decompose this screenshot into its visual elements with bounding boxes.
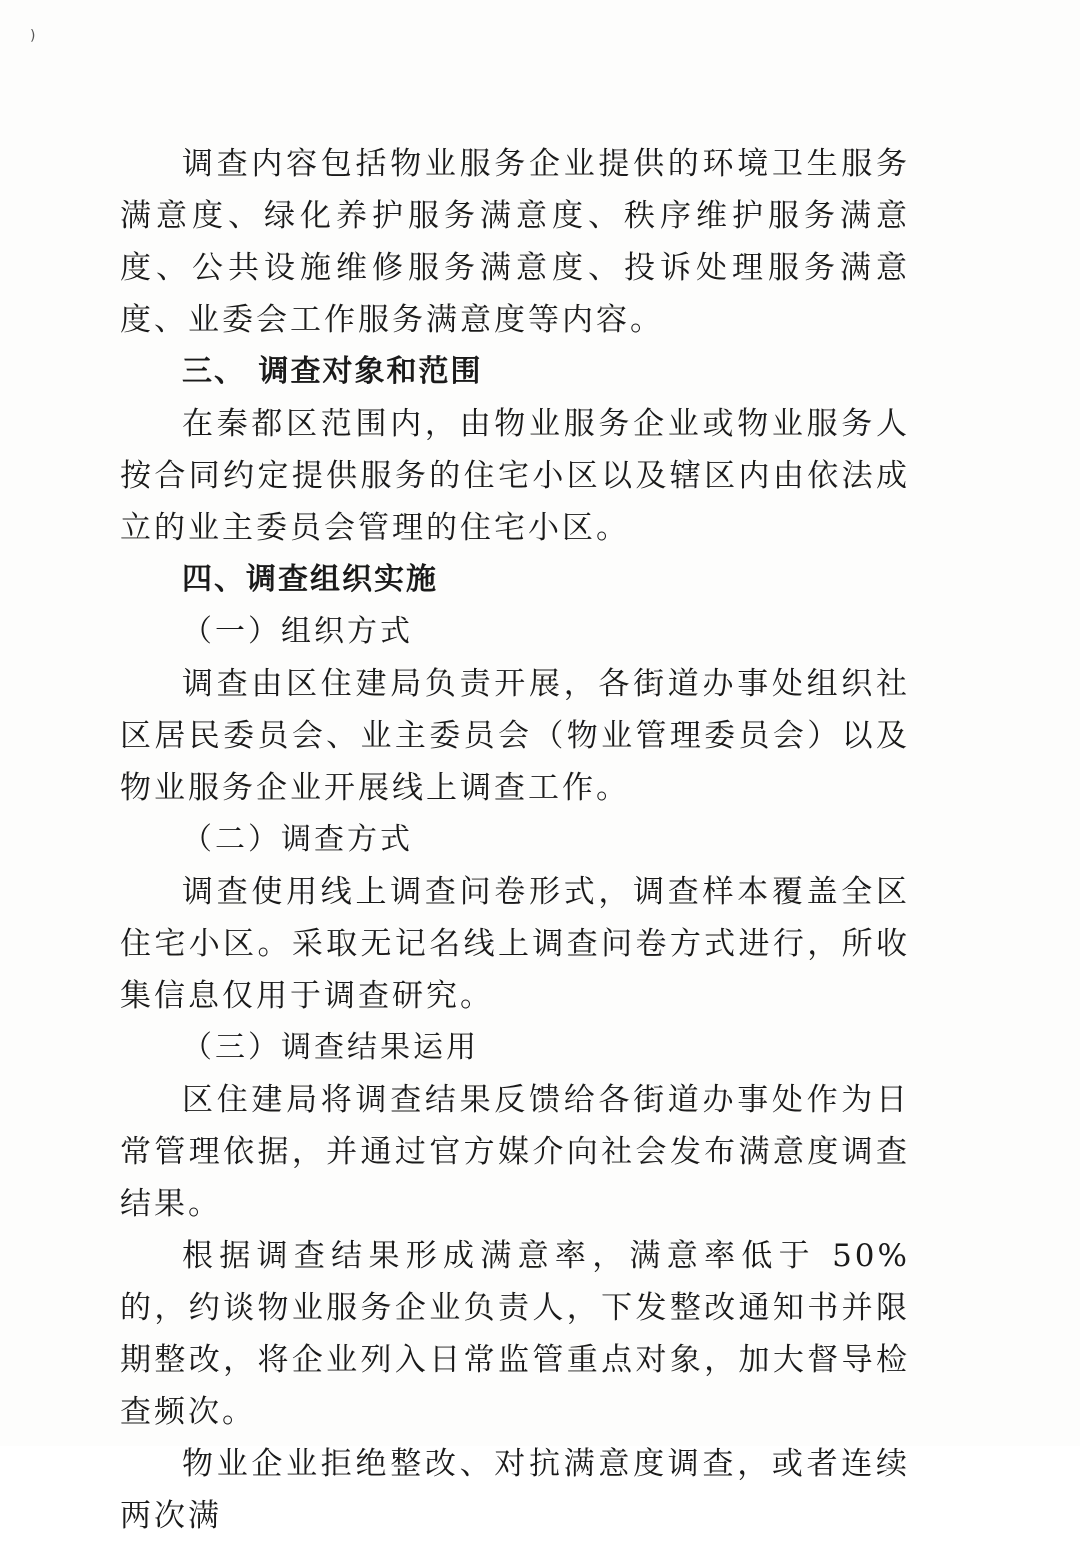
paragraph-organization: 调查由区住建局负责开展，各街道办事处组织社区居民委员会、业主委员会（物业管理委员会）以及物业服务企业开展线上调查工作。 bbox=[120, 666, 910, 806]
paragraph-survey-scope: 在秦都区范围内，由物业服务企业或物业服务人按合同约定提供服务的住宅小区以及辖区内由依法成立的业主委员会管理的住宅小区。 bbox=[120, 406, 910, 546]
section-heading-implementation: 四、调查组织实施 bbox=[182, 562, 438, 597]
paragraph-method: 调查使用线上调查问卷形式，调查样本覆盖全区住宅小区。采取无记名线上调查问卷方式进行，所收集信息仅用于调查研究。 bbox=[120, 874, 910, 1014]
paragraph-survey-content: 调查内容包括物业服务企业提供的环境卫生服务满意度、绿化养护服务满意度、秩序维护服务满意度、公共设施维修服务满意度、投诉处理服务满意度、业委会工作服务满意度等内容。 bbox=[120, 146, 910, 338]
scan-edge-mark: ) bbox=[30, 28, 36, 44]
paragraph-results-feedback: 区住建局将调查结果反馈给各街道办事处作为日常管理依据，并通过官方媒介向社会发布满意度调查结果。 bbox=[120, 1082, 910, 1222]
subheading-method: （二）调查方式 bbox=[182, 822, 413, 857]
subheading-organization: （一）组织方式 bbox=[182, 614, 413, 649]
document-body bbox=[120, 138, 910, 1542]
paragraph-satisfaction-rate: 根据调查结果形成满意率，满意率低于 50%的，约谈物业服务企业负责人，下发整改通知书并限期整改，将企业列入日常监管重点对象，加大督导检查频次。 bbox=[120, 1238, 910, 1430]
subheading-results-usage: （三）调查结果运用 bbox=[182, 1030, 479, 1065]
section-heading-scope: 三、 调查对象和范围 bbox=[182, 354, 483, 389]
paragraph-refusal: 物业企业拒绝整改、对抗满意度调查，或者连续两次满 bbox=[120, 1446, 910, 1534]
